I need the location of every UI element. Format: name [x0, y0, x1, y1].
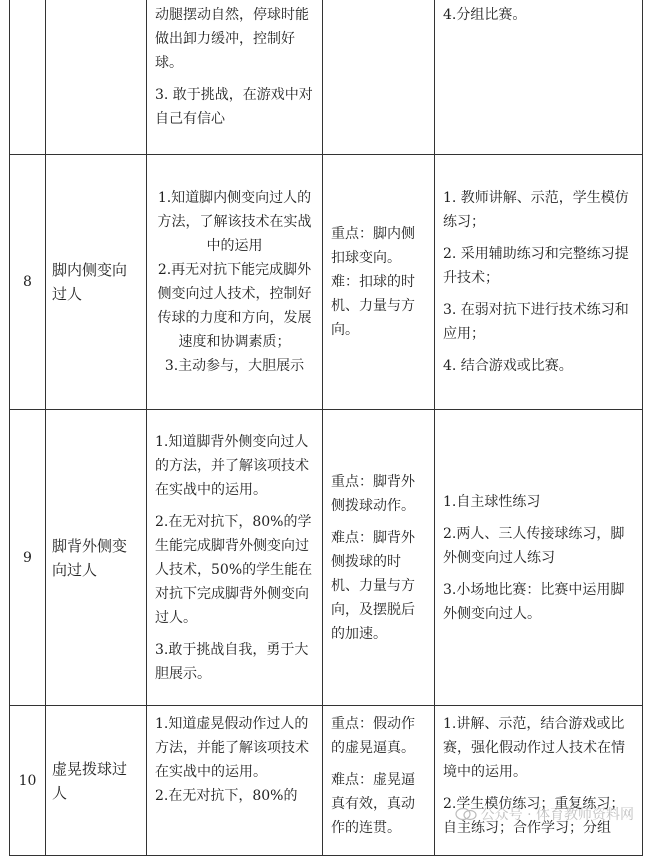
lesson-name: 脚内侧变向过人 — [46, 155, 147, 410]
methods-cell — [435, 706, 643, 856]
wechat-icon — [455, 807, 477, 821]
goal-item: 3. 敢于挑战，在游戏中对自己有信心 — [155, 87, 313, 127]
lesson-name: 虚晃拨球过人 — [46, 706, 147, 856]
method-item: 2.学生模仿练习；重复练习；自主练习；合作学习；分组 — [443, 796, 625, 836]
method-item: 4. 结合游戏或比赛。 — [443, 358, 573, 374]
methods-cell — [435, 410, 643, 706]
key-point: 重点：假动作的虚晃逼真。 — [331, 716, 415, 756]
method-item: 4.分组比赛。 — [443, 7, 527, 23]
method-item: 2.两人、三人传接球练习，脚外侧变向过人练习 — [443, 525, 625, 566]
lesson-name — [46, 0, 147, 155]
goal-item: 2.再无对抗下能完成脚外侧变向过人技术，控制好传球的力度和方向，发展速度和协调素质； — [157, 262, 312, 350]
methods-cell — [435, 0, 643, 155]
goal-item: 动腿摆动自然，停球时能做出卸力缓冲，控制好球。 — [155, 7, 309, 71]
method-item: 1. 教师讲解、示范，学生模仿练习； — [443, 190, 629, 230]
row-number: 10 — [10, 706, 46, 856]
curriculum-table — [9, 0, 643, 856]
key-point: 重点：脚内侧扣球变向。 — [331, 226, 415, 266]
lesson-name: 脚背外侧变向过人 — [46, 410, 147, 706]
table-row — [10, 0, 643, 155]
table-row — [10, 706, 643, 856]
goals-cell — [147, 155, 323, 410]
key-point: 难点：脚背外侧拨球的时机、力量与方向，及摆脱后的加速。 — [331, 529, 415, 642]
key-points-cell — [323, 410, 435, 706]
method-item: 1.讲解、示范，结合游戏或比赛，强化假动作过人技术在情境中的运用。 — [443, 716, 625, 780]
goals-cell — [147, 0, 323, 155]
key-points-cell — [323, 155, 435, 410]
table-row — [10, 155, 643, 410]
goal-item: 1.知道脚背外侧变向过人的方法，并了解该项技术在实战中的运用。 — [155, 433, 309, 498]
key-point: 重点：脚背外侧拨球动作。 — [331, 473, 415, 514]
row-number: 8 — [10, 155, 46, 410]
key-points-cell — [323, 706, 435, 856]
key-point: 难：扣球的时机、力量与方向。 — [331, 274, 415, 338]
goals-cell — [147, 706, 323, 856]
method-item: 1.自主球性练习 — [443, 493, 541, 510]
row-number: 9 — [10, 410, 46, 706]
goal-item: 1.知道虚晃假动作过人的方法，并能了解该项技术在实战中的运用。 — [155, 716, 309, 780]
method-item: 3. 在弱对抗下进行技术练习和应用； — [443, 302, 629, 342]
method-item: 2. 采用辅助练习和完整练习提升技术； — [443, 246, 629, 286]
goal-item: 3.主动参与，大胆展示 — [164, 358, 305, 374]
goals-cell — [147, 410, 323, 706]
goal-item: 2.在无对抗下，80%的学生能完成脚背外侧变向过人技术，50%的学生能在对抗下完成脚背外侧变向过人。 — [155, 513, 313, 626]
watermark — [455, 804, 634, 824]
goal-item: 2.在无对抗下，80%的 — [155, 788, 298, 804]
goal-item: 1.知道脚内侧变向过人的方法，了解该技术在实战中的运用 — [157, 190, 312, 254]
key-points-cell — [323, 0, 435, 155]
goal-item: 3.敢于挑战自我，勇于大胆展示。 — [155, 641, 309, 682]
method-item: 3.小场地比赛：比赛中运用脚外侧变向过人。 — [443, 581, 625, 622]
key-point: 难点：虚晃逼真有效，真动作的连贯。 — [331, 772, 415, 836]
watermark-text: 公众号 · 体育教师资料网 — [480, 807, 634, 823]
row-number — [10, 0, 46, 155]
methods-cell — [435, 155, 643, 410]
table-row — [10, 410, 643, 706]
